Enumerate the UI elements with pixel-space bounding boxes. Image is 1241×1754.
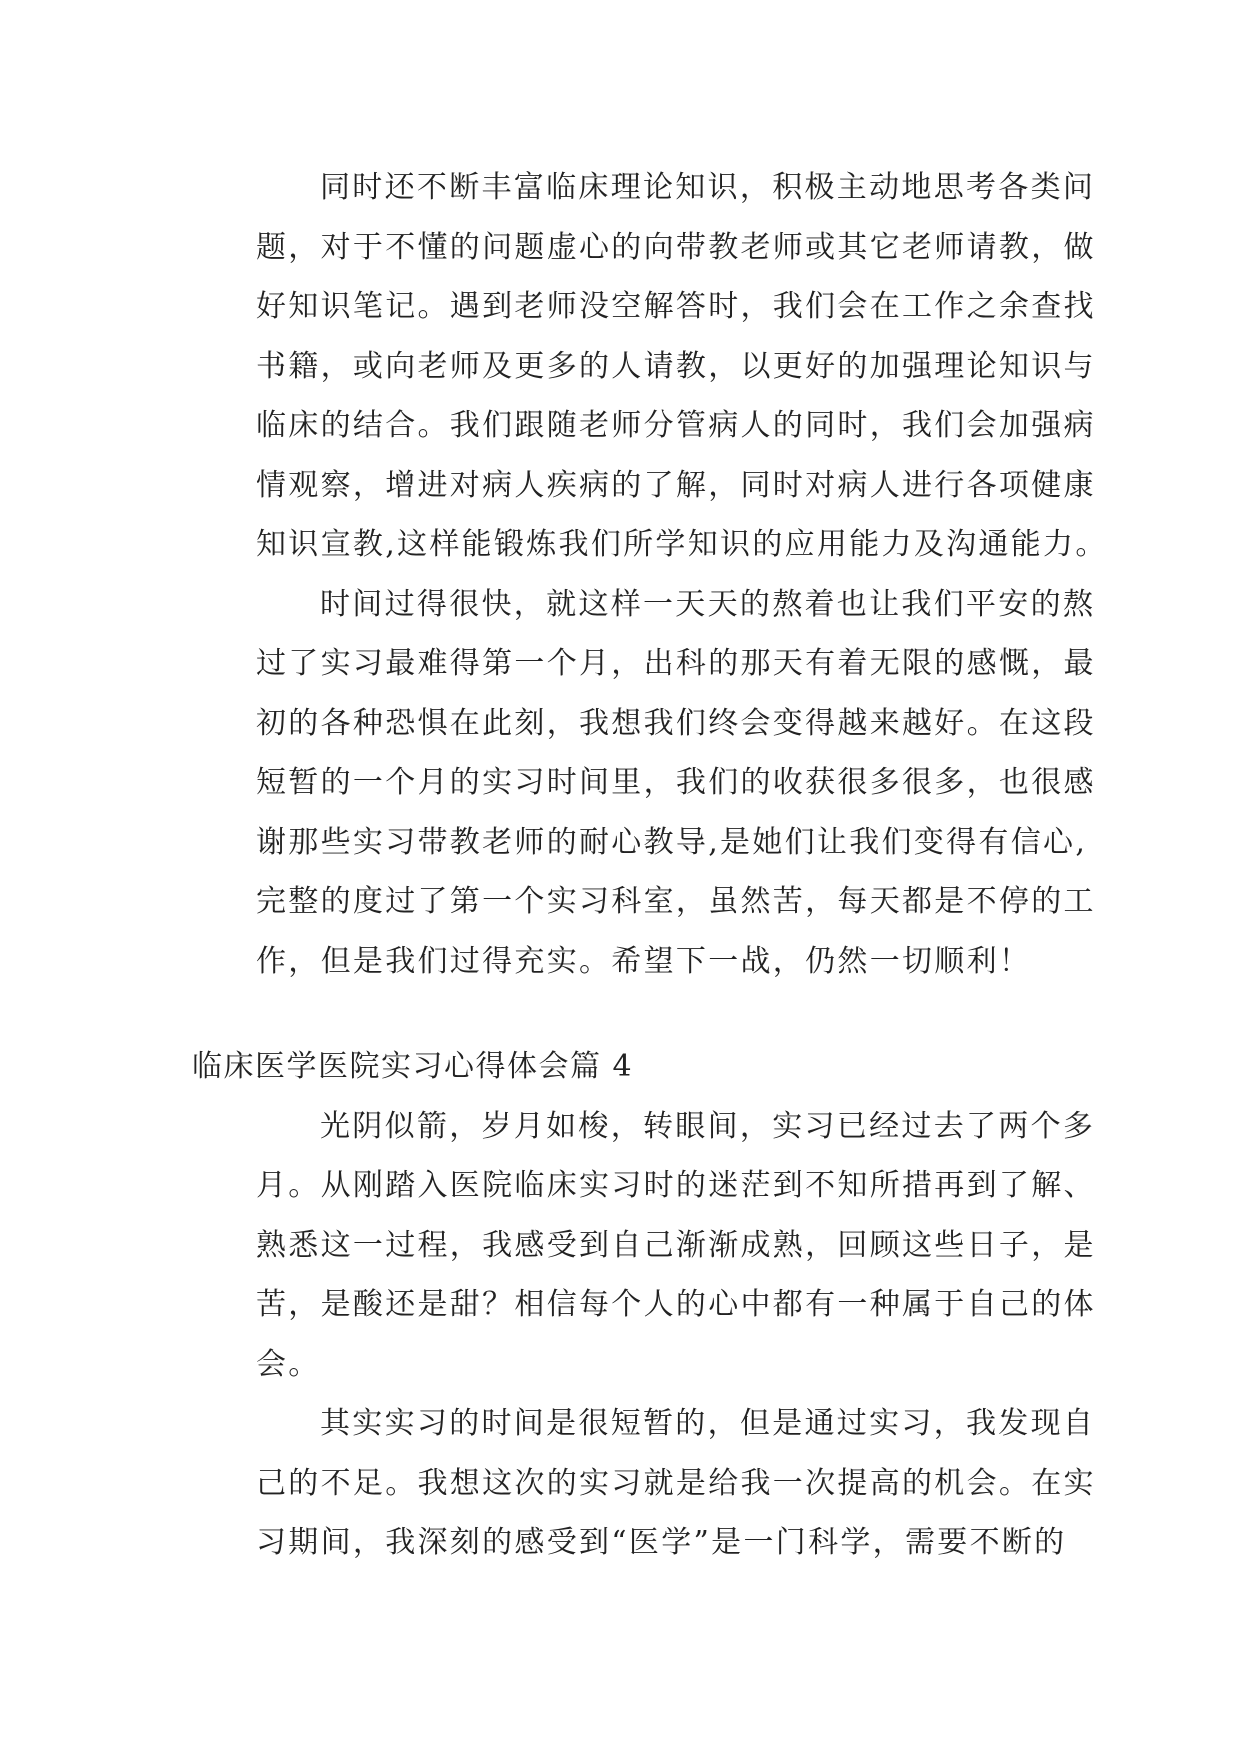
text-line: 好知识笔记。遇到老师没空解答时，我们会在工作之余查找: [256, 289, 1096, 324]
text-line: 熟悉这一过程，我感受到自己渐渐成熟，回顾这些日子，是: [256, 1227, 1096, 1263]
text-line: 书籍，或向老师及更多的人请教，以更好的加强理论知识与: [256, 348, 1096, 384]
text-line: 其实实习的时间是很短暂的，但是通过实习，我发现自: [320, 1406, 1096, 1441]
text-line: 月。从刚踏入医院临床实习时的迷茫到不知所措再到了解、: [256, 1168, 1096, 1203]
text-line: 作，但是我们过得充实。希望下一战，仍然一切顺利！: [256, 943, 1032, 979]
text-line: 短暂的一个月的实习时间里，我们的收获很多很多，也很感: [256, 765, 1096, 800]
text-line: 习期间，我深刻的感受到“医学”是一门科学，需要不断的: [256, 1525, 1067, 1560]
document-body: [192, 158, 1108, 1573]
text-line: 同时还不断丰富临床理论知识，积极主动地思考各类问: [320, 170, 1096, 205]
text-line: 会。: [256, 1346, 321, 1382]
text-line: 题，对于不懂的问题虚心的向带教老师或其它老师请教，做: [256, 229, 1096, 265]
text-line: 光阴似箭，岁月如梭，转眼间，实习已经过去了两个多: [320, 1108, 1096, 1144]
paragraph-time-flies: [192, 1097, 1096, 1395]
paragraph-first-month: [192, 575, 1096, 992]
text-line: 临床的结合。我们跟随老师分管病人的同时，我们会加强病: [256, 408, 1096, 443]
text-line: 情观察，增进对病人疾病的了解，同时对病人进行各项健康: [256, 467, 1096, 503]
text-line: 知识宣教,这样能锻炼我们所学知识的应用能力及沟通能力。: [256, 527, 1108, 562]
text-line: 时间过得很快，就这样一天天的熬着也让我们平安的熬: [320, 586, 1096, 622]
paragraph-short-internship: [192, 1394, 1096, 1573]
text-line: 苦，是酸还是甜？相信每个人的心中都有一种属于自己的体: [256, 1287, 1096, 1322]
paragraph-clinical-study: [192, 158, 1108, 575]
section-heading: 临床医学医院实习心得体会篇 4: [192, 1049, 634, 1084]
text-line: 谢那些实习带教老师的耐心教导,是她们让我们变得有信心,: [256, 824, 1088, 860]
text-line: 己的不足。我想这次的实习就是给我一次提高的机会。在实: [256, 1465, 1096, 1501]
text-line: 完整的度过了第一个实习科室，虽然苦，每天都是不停的工: [256, 884, 1096, 919]
text-line: 过了实习最难得第一个月，出科的那天有着无限的感慨，最: [256, 646, 1096, 681]
text-line: 初的各种恐惧在此刻，我想我们终会变得越来越好。在这段: [256, 705, 1096, 741]
